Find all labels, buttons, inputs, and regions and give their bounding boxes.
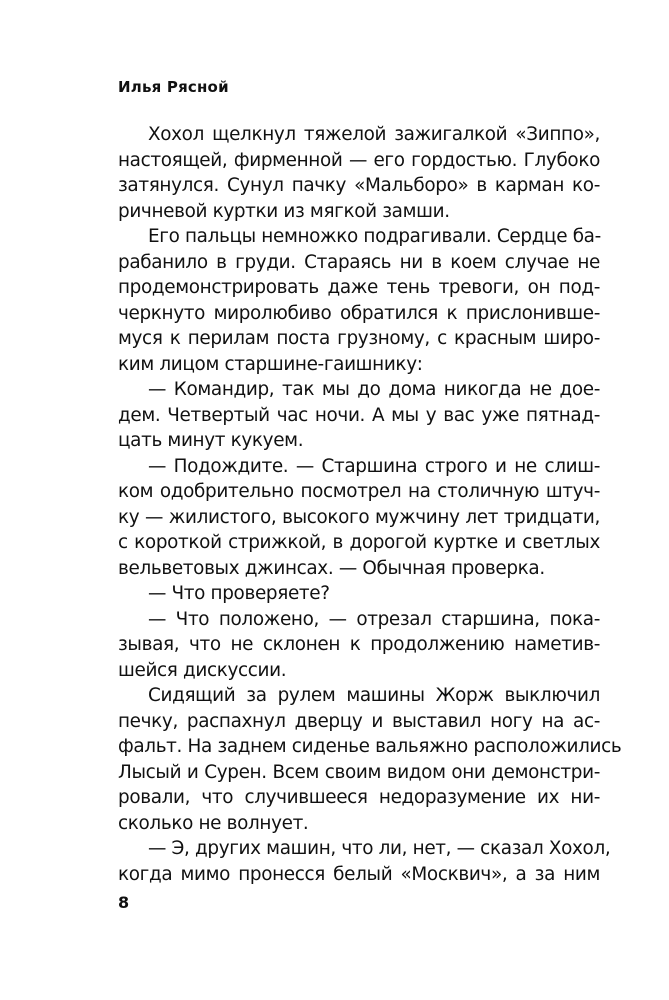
text-line: Сидящий за рулем машины Жорж выключил bbox=[148, 685, 600, 706]
text-line: цать минут кукуем. bbox=[118, 430, 304, 451]
text-line: печку, распахнул дверцу и выставил ногу на ас- bbox=[118, 710, 600, 732]
text-line: фальт. На заднем сиденье вальяжно расположились bbox=[118, 736, 622, 757]
text-line: ровали, что случившееся недоразумение их ни- bbox=[118, 787, 600, 808]
text-line: Его пальцы немножко подрагивали. Сердце ба- bbox=[148, 226, 601, 247]
text-line: — Что положено, — отрезал старшина, пока- bbox=[148, 608, 600, 630]
text-line: сколько не волнует. bbox=[118, 812, 309, 834]
text-line: рабанило в груди. Стараясь ни в коем случае не bbox=[118, 251, 600, 273]
text-line: ричневой куртки из мягкой замши. bbox=[118, 200, 450, 222]
text-line: затянулся. Сунул пачку «Мальборо» в карман ко- bbox=[118, 175, 600, 196]
page-number: 8 bbox=[118, 893, 130, 912]
text-line: — Подождите. — Старшина строго и не слиш- bbox=[148, 455, 600, 477]
text-line: вельветовых джинсах. — Обычная проверка. bbox=[118, 557, 545, 579]
text-line: муся к перилам поста грузному, с красным широ- bbox=[118, 328, 600, 349]
text-line: ком одобрительно посмотрел на столичную штуч- bbox=[118, 481, 600, 502]
text-line: Лысый и Сурен. Всем своим видом они демонстри- bbox=[118, 761, 600, 783]
text-line: дем. Четвертый час ночи. А мы у вас уже пятнад- bbox=[118, 404, 600, 426]
text-line: — Командир, так мы до дома никогда не дое- bbox=[148, 379, 600, 400]
text-line: — Э, других машин, что ли, нет, — сказал Хохол, bbox=[148, 838, 611, 859]
text-line: шейся дискуссии. bbox=[118, 659, 287, 681]
text-line: черкнуто миролюбиво обратился к прислонивше- bbox=[118, 302, 600, 324]
text-line: зывая, что не склонен к продолжению наметив- bbox=[118, 634, 600, 655]
text-line: ку — жилистого, высокого мужчину лет тридцати, bbox=[118, 506, 600, 528]
text-line: с короткой стрижкой, в дорогой куртке и светлых bbox=[118, 532, 600, 553]
text-line: — Что проверяете? bbox=[148, 583, 330, 604]
text-line: настоящей, фирменной — его гордостью. Глубоко bbox=[118, 149, 600, 171]
text-line: продемонстрировать даже тень тревоги, он под- bbox=[118, 277, 600, 298]
body-text bbox=[118, 122, 622, 887]
text-line: когда мимо пронесся белый «Москвич», а за ним bbox=[118, 863, 600, 885]
text-line: Хохол щелкнул тяжелой зажигалкой «Зиппо», bbox=[148, 124, 600, 145]
text-line: ким лицом старшине-гаишнику: bbox=[118, 353, 423, 375]
running-head-author: Илья Рясной bbox=[118, 78, 229, 96]
